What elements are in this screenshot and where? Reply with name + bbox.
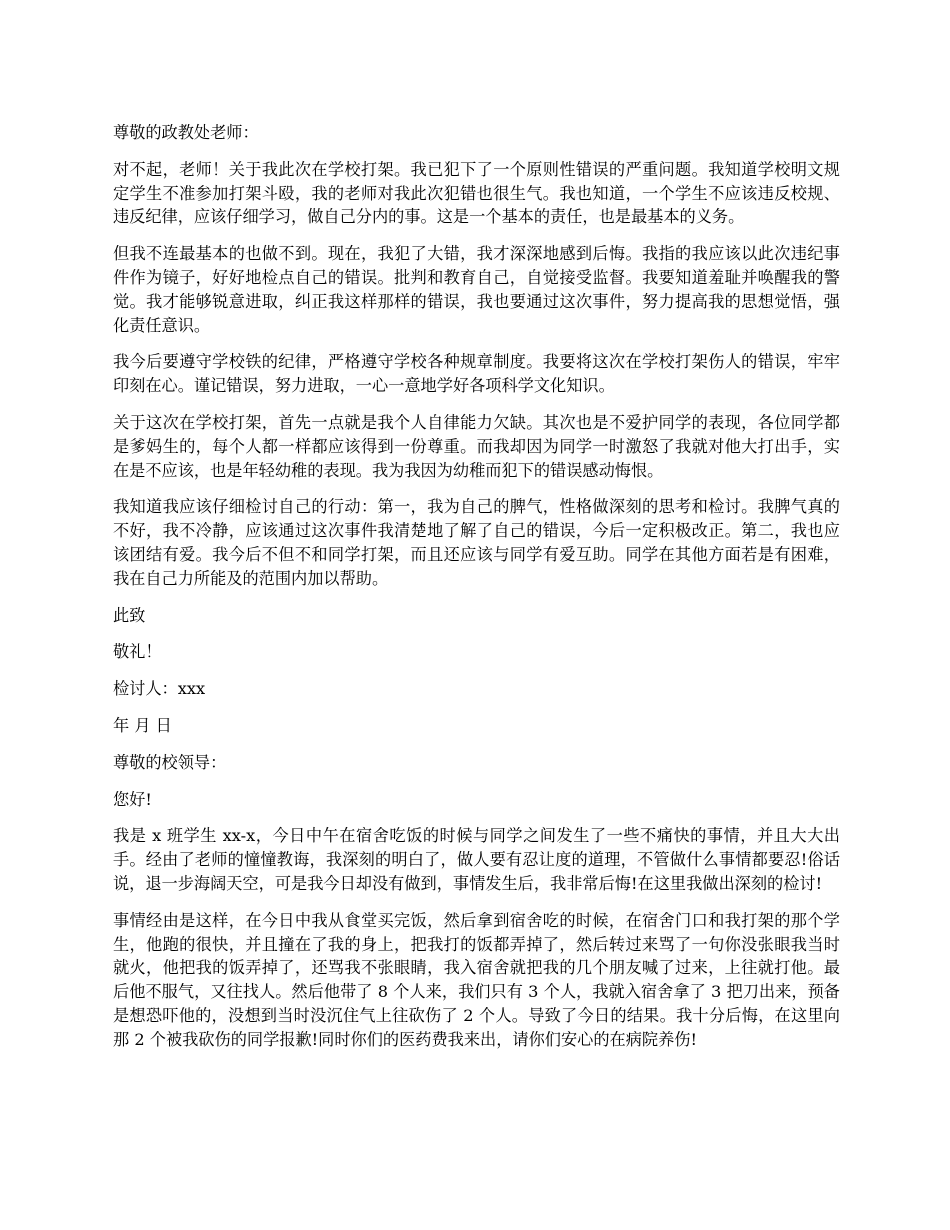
letter1-signature: 检讨人：xxx [113,679,206,699]
letter1-paragraph-5: 我知道我应该仔细检讨自己的行动：第一，我为自己的脾气，性格做深刻的思考和检讨。我脾气真的不好，我不冷静，应该通过这次事件我清楚地了解了自己的错误，今后一定积极改正。第二，我也应该团结有爱。我今后不但不和同学打架，而且还应该与同学有爱互助。同学在其他方面若是有困难，我在自己力所能及的范围内加以帮助。 [113,497,840,588]
letter1-paragraph-1: 对不起，老师！关于我此次在学校打架。我已犯下了一个原则性错误的严重问题。我知道学校明文规定学生不准参加打架斗殴，我的老师对我此次犯错也很生气。我也知道，一个学生不应该违反校规、违反纪律，应该仔细学习，做自己分内的事。这是一个基本的责任，也是最基本的义务。 [113,159,840,227]
letter1-paragraph-3: 我今后要遵守学校铁的纪律，严格遵守学校各种规章制度。我要将这次在学校打架伤人的错误，牢牢印刻在心。谨记错误，努力进取，一心一意地学好各项科学文化知识。 [113,352,840,396]
letter1-paragraph-4: 关于这次在学校打架，首先一点就是我个人自律能力欠缺。其次也是不爱护同学的表现，各位同学都是爹妈生的，每个人都一样都应该得到一份尊重。而我却因为同学一时激怒了我就对他大打出手，实在是不应该，也是年轻幼稚的表现。我为我因为幼稚而犯下的错误感动悔恨。 [113,412,840,480]
letter2-paragraph-2: 事情经由是这样，在今日中我从食堂买完饭，然后拿到宿舍吃的时候，在宿舍门口和我打架的那个学生，他跑的很快，并且撞在了我的身上，把我打的饭都弄掉了，然后转过来骂了一句你没张眼我当时就火，他把我的饭弄掉了，还骂我不张眼睛，我入宿舍就把我的几个朋友喊了过来，上往就打他。最后他不服气，又往找人。然后他带了 8 个人来，我们只有 3 个人，我就入宿舍拿了 3 把刀出来，预备是想恐吓他的，没想到当时没沉住气上往砍伤了 2 个人。导致了今日的结果。我十分后悔，在这里向那 2 个被我砍伤的同学报歉!同时你们的医药费我来出，请你们安心的在病院养伤! [113,910,840,1049]
letter2-paragraph-1: 我是 x 班学生 xx-x，今日中午在宿舍吃饭的时候与同学之间发生了一些不痛快的事情，并且大大出手。经由了老师的憧憧教诲，我深刻的明白了，做人要有忍让度的道理，不管做什么事情都要忍!俗话说，退一步海阔天空，可是我今日却没有做到，事情发生后，我非常后悔!在这里我做出深刻的检讨! [113,826,840,893]
letter1-date: 年 月 日 [113,715,172,735]
document-body [113,121,840,1065]
letter1-paragraph-2: 但我不连最基本的也做不到。现在，我犯了大错，我才深深地感到后悔。我指的我应该以此次违纪事件作为镜子，好好地检点自己的错误。批判和教育自己，自觉接受监督。我要知道羞耻并唤醒我的警觉。我才能够锐意进取，纠正我这样那样的错误，我也要通过这次事件，努力提高我的思想觉悟，强化责任意识。 [113,244,840,335]
letter1-closing-1: 此致 [113,605,146,625]
letter1-salutation: 尊敬的政教处老师： [113,123,259,142]
letter2-salutation: 尊敬的校领导： [113,752,227,772]
letter1-closing-2: 敬礼！ [113,642,162,662]
letter2-greeting: 您好! [113,789,152,809]
